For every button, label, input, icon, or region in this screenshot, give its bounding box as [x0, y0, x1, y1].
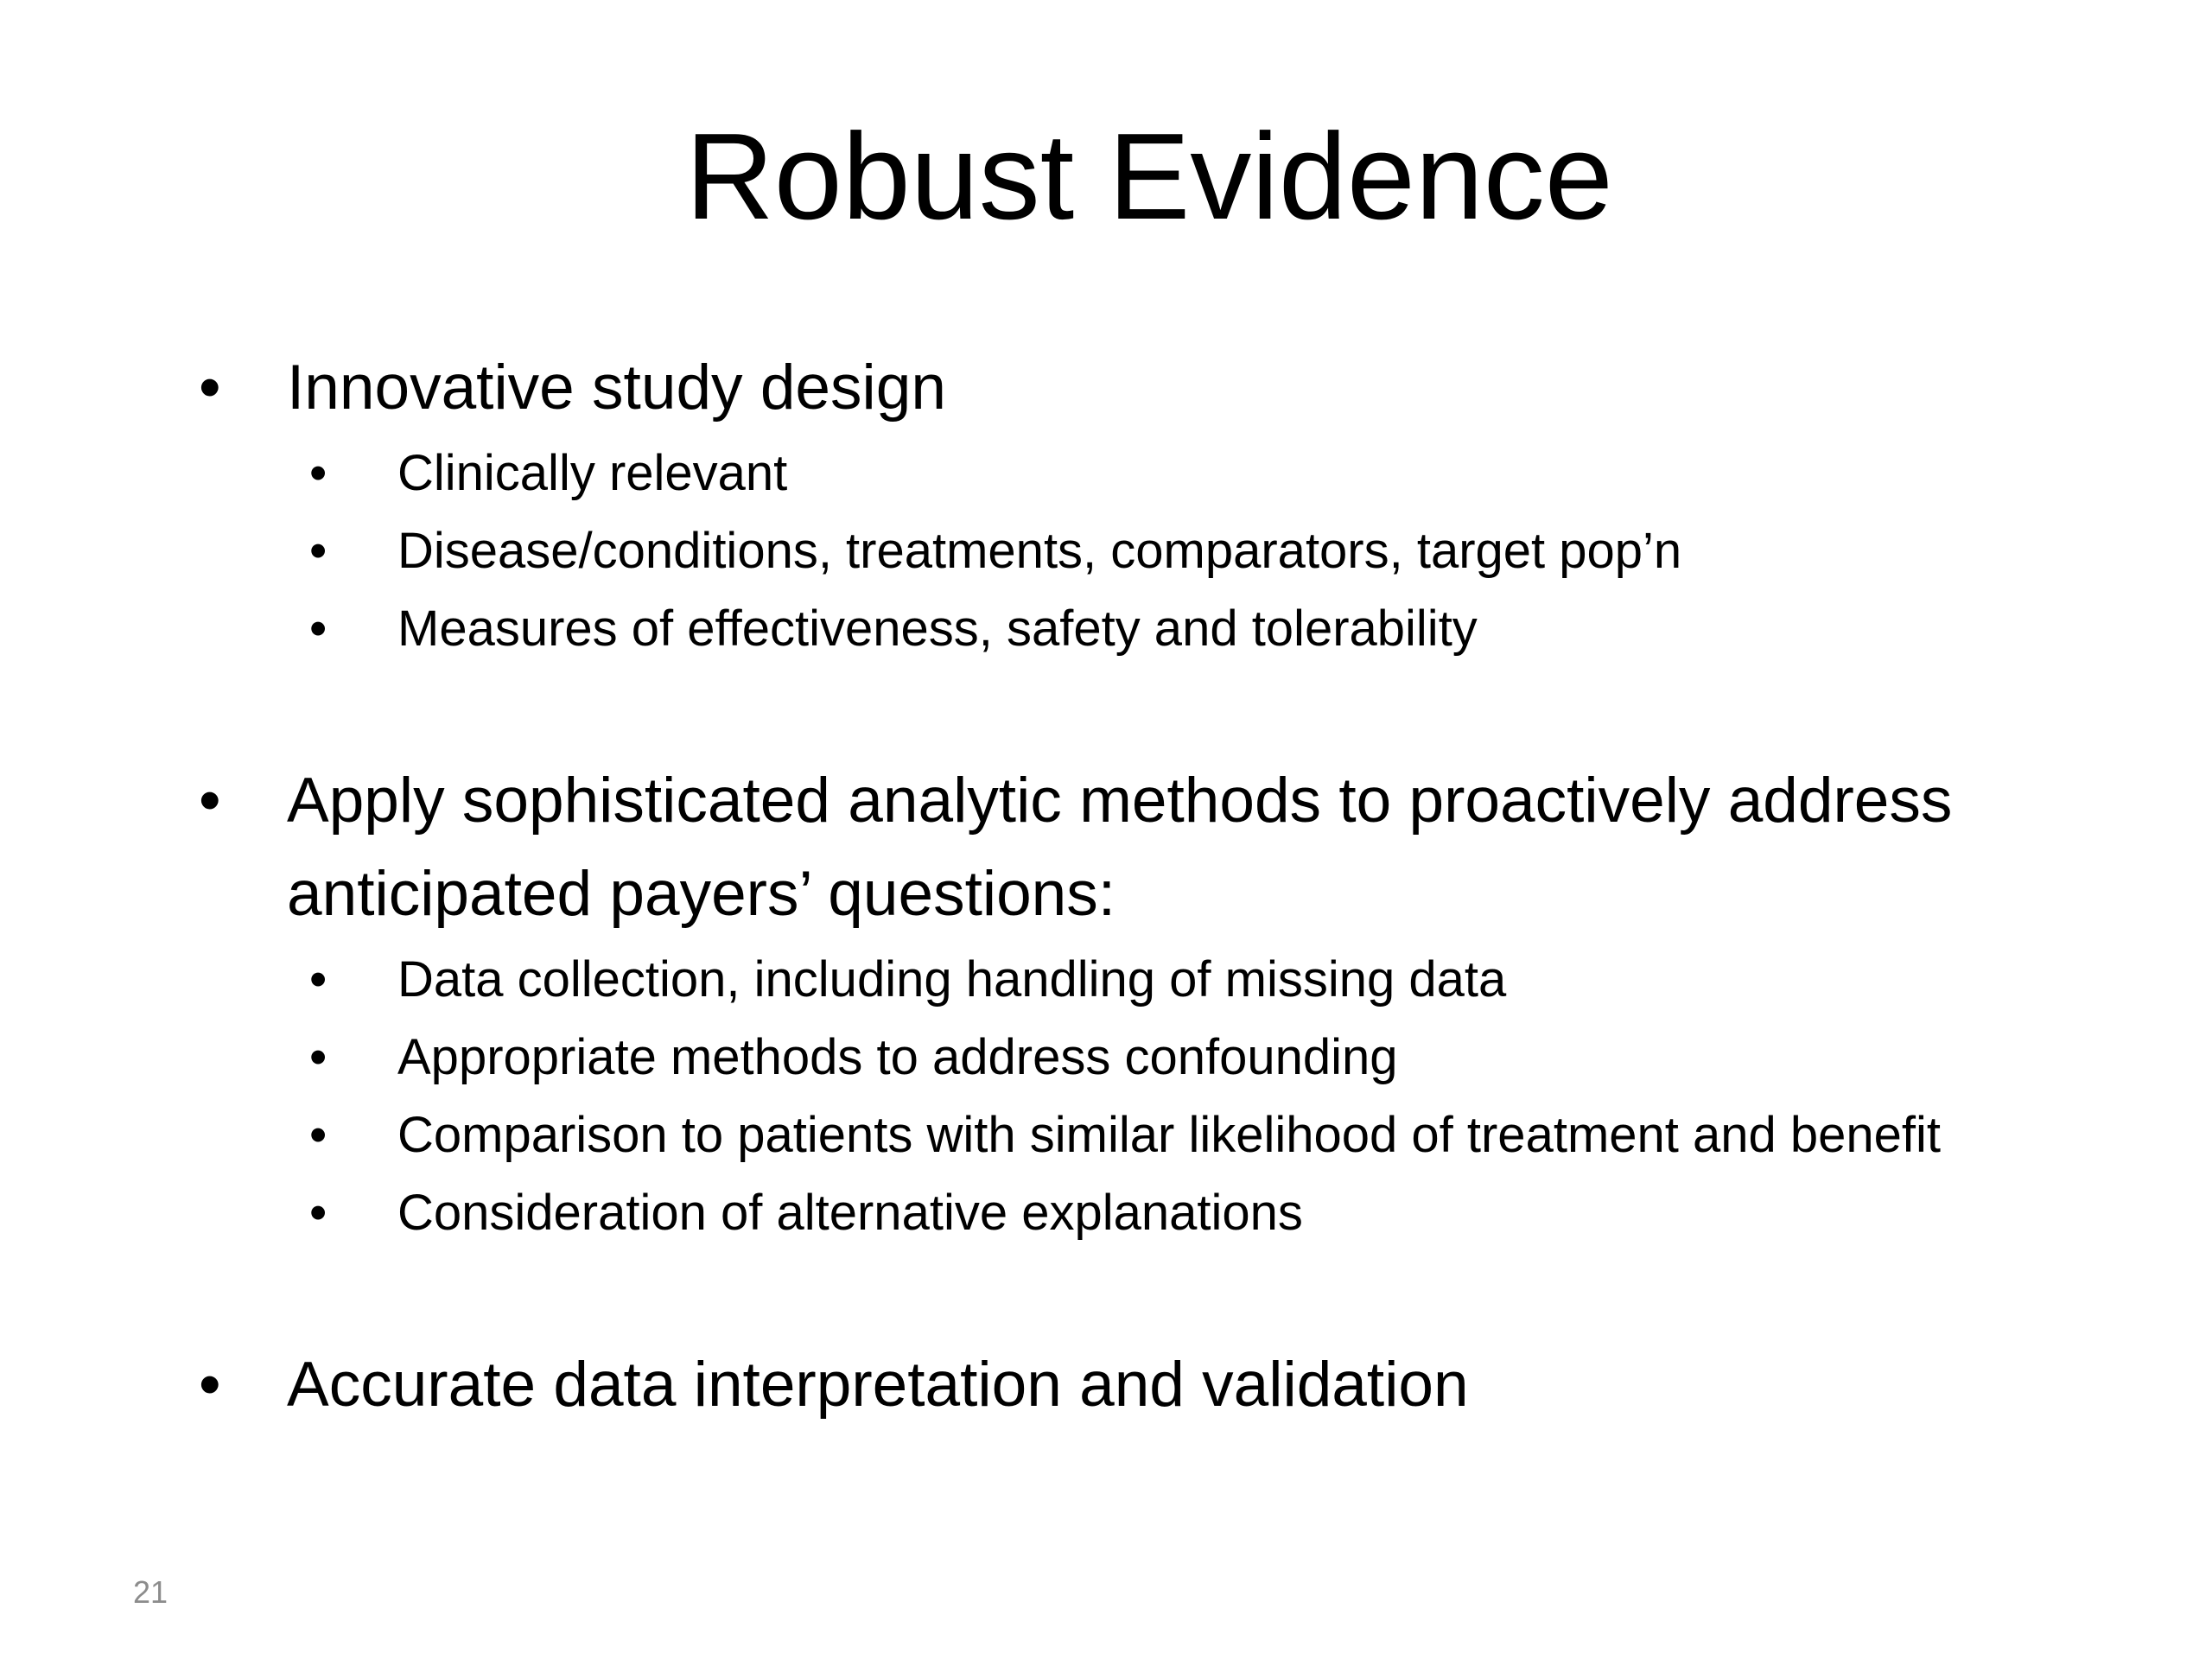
bullet-icon: •: [309, 523, 327, 579]
bullet-icon: •: [309, 1107, 327, 1163]
sub-bullet-text: Disease/conditions, treatments, comparators, target pop’n: [397, 523, 1682, 579]
bullet-icon: •: [309, 951, 327, 1007]
bullet-icon: •: [309, 1029, 327, 1085]
bullet-text: Accurate data interpretation and validation: [287, 1350, 1469, 1420]
spacer: [199, 1252, 2134, 1338]
sub-bullet-confounding: [199, 1019, 2134, 1096]
sub-bullet-text: Consideration of alternative explanations: [397, 1185, 1303, 1241]
bullet-icon: •: [309, 1185, 327, 1241]
bullet-text: Innovative study design: [287, 353, 946, 423]
sub-bullet-text: Appropriate methods to address confounding: [397, 1029, 1398, 1085]
bullet-accurate-interpretation: [199, 1338, 2134, 1432]
sub-bullet-measures: [199, 590, 2134, 668]
sub-bullet-data-collection: [199, 941, 2134, 1019]
bullet-icon: •: [199, 1350, 221, 1420]
bullet-icon: •: [309, 601, 327, 657]
sub-bullet-text: Clinically relevant: [397, 445, 788, 501]
sub-bullet-text: Measures of effectiveness, safety and tolerability: [397, 601, 1478, 657]
bullet-text: Apply sophisticated analytic methods to proactively address anticipated payers’ questions:: [287, 766, 1953, 929]
bullet-icon: •: [199, 766, 221, 836]
bullet-analytic-methods: [199, 754, 2134, 941]
bullet-icon: •: [199, 353, 221, 423]
sub-bullet-text: Comparison to patients with similar likelihood of treatment and benefit: [397, 1107, 1942, 1163]
sub-bullet-text: Data collection, including handling of missing data: [397, 951, 1507, 1007]
bullet-icon: •: [309, 445, 327, 501]
sub-bullet-disease-conditions: [199, 512, 2134, 590]
bullet-innovative-study-design: [199, 341, 2134, 435]
page-number: 21: [133, 1574, 168, 1610]
sub-bullet-alternative-explanations: [199, 1174, 2134, 1252]
spacer: [199, 668, 2134, 754]
bullet-list: [199, 341, 2134, 1432]
slide-title: Robust Evidence: [685, 108, 1613, 245]
sub-bullet-comparison: [199, 1096, 2134, 1174]
sub-bullet-clinically-relevant: [199, 435, 2134, 512]
